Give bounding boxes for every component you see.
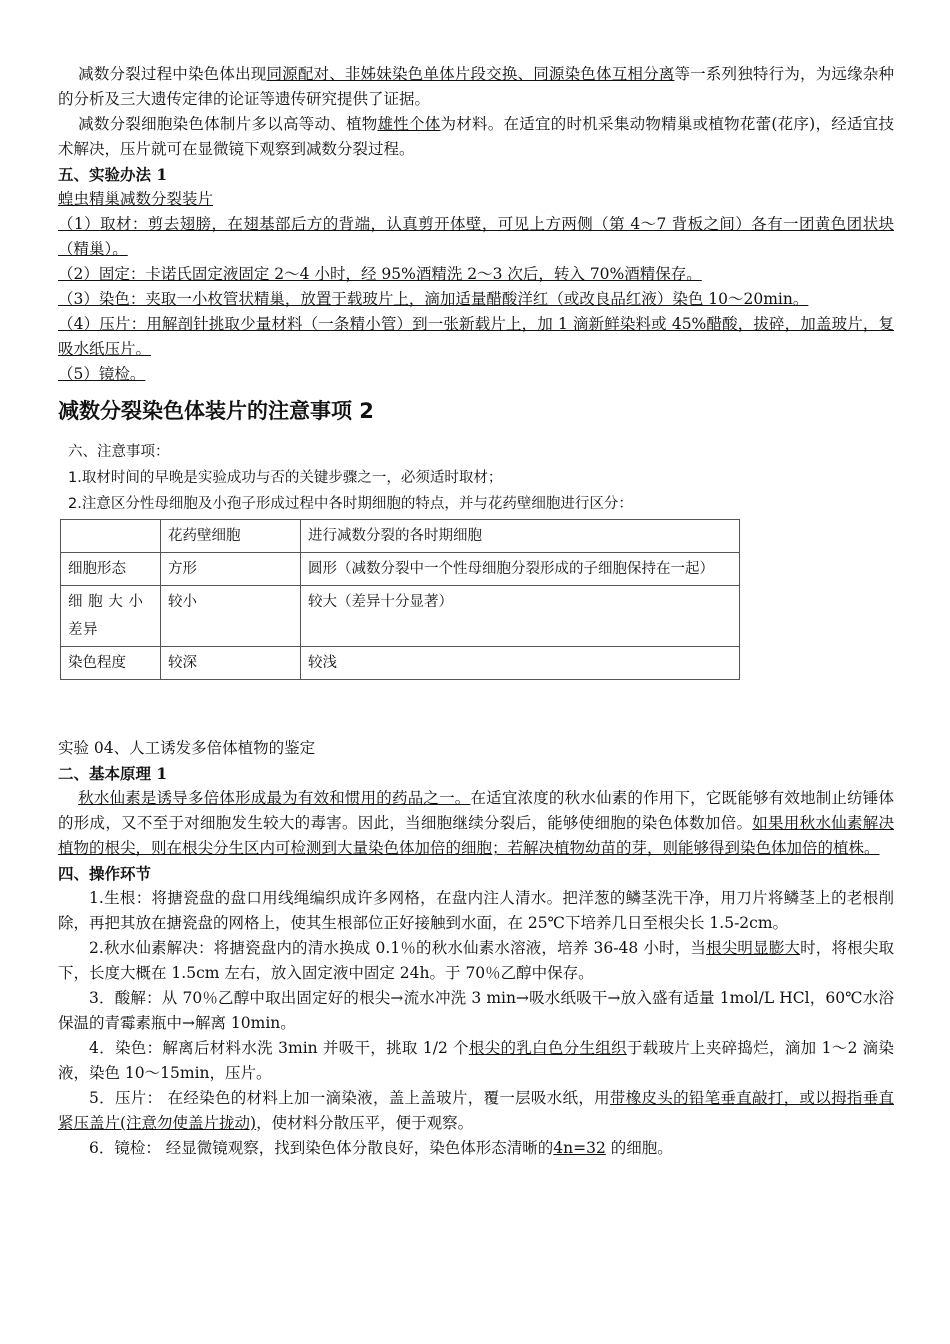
method-subtitle: 蝗虫精巢减数分裂装片 [58, 190, 214, 208]
method-step-1: （1）取材：剪去翅膀，在翅基部后方的背端，认真剪开体壁，可见上方两侧（第 4～7 背板之间）各有一团黄色团状块（精巢）。 [58, 215, 894, 258]
text-span: 减数分裂过程中染色体出现 [78, 65, 267, 83]
method-heading: 五、实验办法 1 [58, 165, 168, 184]
underlined-text: 根尖明显膨大 [706, 939, 801, 957]
underlined-text: 根尖的乳白色分生组织 [468, 1039, 627, 1057]
text-span: 的细胞。 [605, 1139, 673, 1157]
table-cell: 较浅 [301, 647, 740, 680]
intro-paragraph-2 [58, 112, 894, 162]
table-cell: 圆形（减数分裂中一个性母细胞分裂形成的子细胞保持在一起） [301, 553, 740, 586]
intro-paragraph-1 [58, 62, 894, 112]
op-step-4 [58, 1036, 894, 1086]
notes-title: 六、注意事项： [68, 444, 170, 460]
notes-heading: 减数分裂染色体装片的注意事项 2 [58, 399, 374, 423]
text-span: ，使材料分散压平，便于观察。 [256, 1114, 474, 1132]
underlined-text: 4n=32 [553, 1139, 606, 1157]
table-cell: 染色程度 [61, 647, 161, 680]
notes-item-2: 2.注意区分性母细胞及小孢子形成过程中各时期细胞的特点，并与花药壁细胞进行区分： [68, 496, 633, 512]
text-span: 减数分裂细胞染色体制片多以高等动、植物 [78, 115, 378, 133]
text-span: 时，将根尖取下，长度大概在 1.5cm 左右，放入固定液中固定 24h。于 70％乙醇中保存。 [58, 939, 894, 982]
table-row [61, 647, 740, 680]
spacer [58, 680, 894, 736]
table-cell: 细 胞 大 小 差异 [61, 586, 161, 647]
method-step-5: （5）镜检。 [58, 365, 146, 383]
table-cell: 较大（差异十分显著） [301, 586, 740, 647]
notes-item-1: 1.取材时间的早晚是实验成功与否的关键步骤之一，必须适时取材； [68, 470, 503, 486]
text-span: 5．压片： 在经染色的材料上加一滴染液，盖上盖玻片，覆一层吸水纸，用 [89, 1089, 610, 1107]
table-cell: 细胞形态 [61, 553, 161, 586]
underlined-text: 秋水仙素是诱导多倍体形成最为有效和惯用的药品之一。 [78, 789, 471, 807]
underlined-text: 雄性个体 [377, 115, 441, 133]
exp04-title: 实验 04、人工诱发多倍体植物的鉴定 [58, 739, 316, 757]
text-span: 等一系列独特行为，为远缘杂种的分析及三大遗传定律的论证等遗传研究提供了证据。 [58, 65, 894, 108]
op-step-1: 1.生根：将搪瓷盘的盘口用线绳编织成许多网格，在盘内注人清水。把洋葱的鳞茎洗干净，用刀片将鳞茎上的老根削除，再把其放在搪瓷盘的网格上，使其生根部位正好接触到水面，在 25℃下培养几日至根尖长 1.5-2cm。 [58, 889, 894, 932]
table-header-cell [61, 520, 161, 553]
op-step-6 [58, 1136, 894, 1161]
document-page [58, 62, 894, 1161]
table-row [61, 553, 740, 586]
table-header-cell: 花药壁细胞 [161, 520, 301, 553]
table-header-row [61, 520, 740, 553]
method-step-3: （3）染色：夹取一小枚管状精巢，放置于载玻片上，滴加适量醋酸洋红（或改良品红液）染色 10～20min。 [58, 290, 809, 308]
text-span: 6．镜检： 经显微镜观察，找到染色体分散良好，染色体形态清晰的 [89, 1139, 554, 1157]
op-step-2 [58, 936, 894, 986]
ops-heading: 四、操作环节 [58, 864, 152, 883]
text-span: 在适宜浓度的秋水仙素的作用下，它既能够有效地制止纺锤体的形成，又不至于对细胞发生较大的毒害。因此，当细胞继续分裂后，能够使细胞的染色体数加倍。 [58, 789, 894, 832]
text-span: 2.秋水仙素解决：将搪瓷盘内的清水换成 0.1％的秋水仙素水溶液，培养 36-48 小时，当 [89, 939, 707, 957]
text-span: 于载玻片上夹碎捣烂，滴加 1～2 滴染液，染色 10～15min，压片。 [58, 1039, 894, 1082]
comparison-table [60, 519, 740, 680]
method-step-2: （2）固定：卡诺氏固定液固定 2～4 小时，经 95%酒精洗 2～3 次后，转入 70%酒精保存。 [58, 265, 702, 283]
op-step-3: 3．酸解：从 70％乙醇中取出固定好的根尖→流水冲洗 3 min→吸水纸吸干→放入盛有适量 1mol/L HCl，60℃水浴保温的青霉素瓶中→解离 10min。 [58, 989, 894, 1032]
underlined-text: 同源配对、非姊妹染色单体片段交换、同源染色体互相分离 [266, 65, 675, 83]
table-header-cell: 进行减数分裂的各时期细胞 [301, 520, 740, 553]
table-cell: 较深 [161, 647, 301, 680]
underlined-text: 如果用秋水仙素解决植物的根尖，则在根尖分生区内可检测到大量染色体加倍的细胞；若解决植物幼苗的芽，则能够得到染色体加倍的植株。 [58, 814, 894, 857]
table-cell: 方形 [161, 553, 301, 586]
op-step-5 [58, 1086, 894, 1136]
principle-heading: 二、基本原理 1 [58, 764, 168, 783]
text-span: 4．染色：解离后材料水洗 3min 并吸干，挑取 1/2 个 [89, 1039, 469, 1057]
table-row [61, 586, 740, 647]
text-span: 为材料。在适宜的时机采集动物精巢或植物花蕾(花序)，经适宜技术解决，压片就可在显微镜下观察到减数分裂过程。 [58, 115, 894, 158]
table-cell: 较小 [161, 586, 301, 647]
notes-figure [60, 439, 740, 680]
principle-paragraph [58, 786, 894, 861]
underlined-text: 带橡皮头的铅笔垂直敲打，或以拇指垂直紧压盖片(注意勿使盖片拢动) [58, 1089, 894, 1132]
method-step-4: （4）压片：用解剖针挑取少量材料（一条精小管）到一张新载片上，加 1 滴新鲜染料或 45%醋酸，拔碎，加盖玻片，复吸水纸压片。 [58, 315, 894, 358]
